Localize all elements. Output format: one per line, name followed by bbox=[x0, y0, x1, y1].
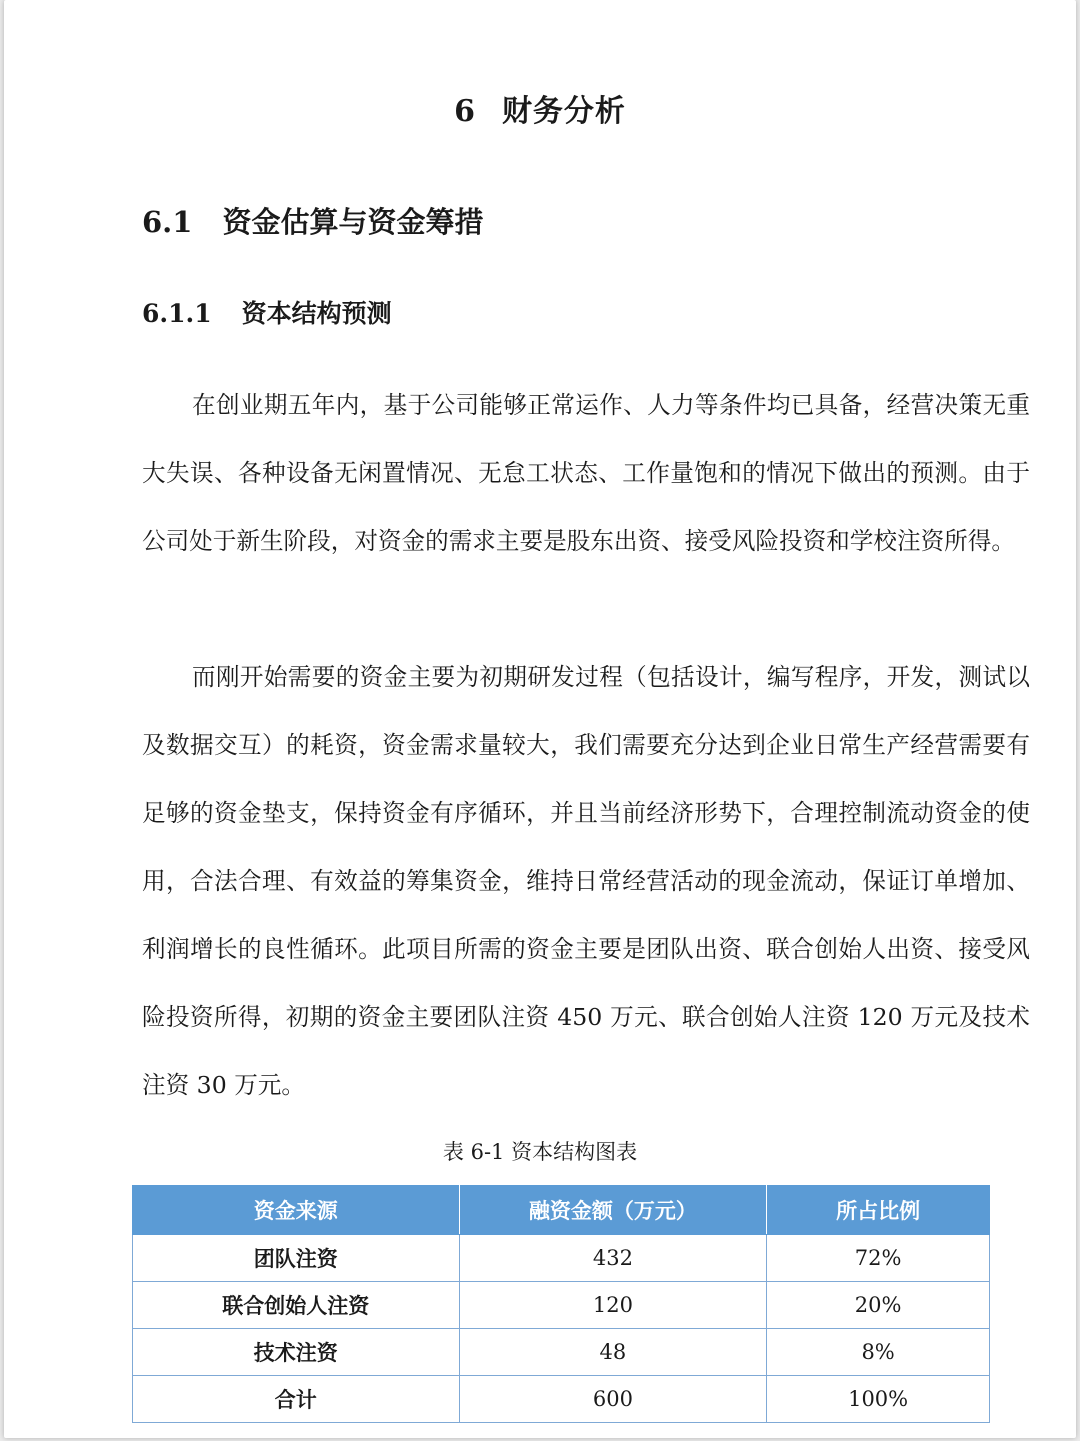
body-paragraph-1: 在创业期五年内，基于公司能够正常运作、人力等条件均已具备，经营决策无重大失误、各种设备无闲置情况、无怠工状态、工作量饱和的情况下做出的预测。由于公司处于新生阶段，对资金的需求主要是股东出资、接受风险投资和学校注资所得。 bbox=[142, 391, 1030, 555]
chapter-number: 6 bbox=[454, 94, 476, 129]
cell-amount: 432 bbox=[459, 1235, 767, 1282]
table-row-total bbox=[133, 1376, 990, 1423]
subsection-heading bbox=[142, 294, 392, 330]
cell-source: 技术注资 bbox=[133, 1329, 460, 1376]
header-proportion: 所占比例 bbox=[767, 1186, 990, 1235]
table-caption: 表 6-1 资本结构图表 bbox=[442, 1140, 638, 1164]
cell-source: 联合创始人注资 bbox=[133, 1282, 460, 1329]
cell-proportion: 72% bbox=[767, 1235, 990, 1282]
document-page bbox=[4, 0, 1076, 1438]
cell-amount: 48 bbox=[459, 1329, 767, 1376]
header-funding-source: 资金来源 bbox=[133, 1186, 460, 1235]
section-title: 资金估算与资金筹措 bbox=[222, 205, 484, 239]
capital-structure-table bbox=[132, 1185, 990, 1423]
table-row bbox=[133, 1329, 990, 1376]
cell-amount: 600 bbox=[459, 1376, 767, 1423]
cell-amount: 120 bbox=[459, 1282, 767, 1329]
cell-source: 团队注资 bbox=[133, 1235, 460, 1282]
section-heading bbox=[142, 200, 483, 241]
section-number: 6.1 bbox=[142, 205, 193, 239]
table-row bbox=[133, 1235, 990, 1282]
table-row bbox=[133, 1282, 990, 1329]
cell-proportion: 100% bbox=[767, 1376, 990, 1423]
subsection-number: 6.1.1 bbox=[142, 299, 212, 328]
table-header-row bbox=[133, 1186, 990, 1235]
cell-source: 合计 bbox=[133, 1376, 460, 1423]
body-paragraph-2: 而刚开始需要的资金主要为初期研发过程（包括设计，编写程序，开发，测试以及数据交互）的耗资，资金需求量较大，我们需要充分达到企业日常生产经营需要有足够的资金垫支，保持资金有序循环，并且当前经济形势下，合理控制流动资金的使用，合法合理、有效益的筹集资金，维持日常经营活动的现金流动，保证订单增加、利润增长的良性循环。此项目所需的资金主要是团队出资、联合创始人出资、接受风险投资所得，初期的资金主要团队注资 450 万元、联合创始人注资 120 万元及技术注资 30 万元。 bbox=[142, 663, 1030, 1099]
cell-proportion: 20% bbox=[767, 1282, 990, 1329]
chapter-heading bbox=[4, 86, 1076, 130]
cell-proportion: 8% bbox=[767, 1329, 990, 1376]
subsection-title: 资本结构预测 bbox=[241, 299, 392, 328]
chapter-title: 财务分析 bbox=[501, 94, 626, 129]
header-funding-amount: 融资金额（万元） bbox=[459, 1186, 767, 1235]
